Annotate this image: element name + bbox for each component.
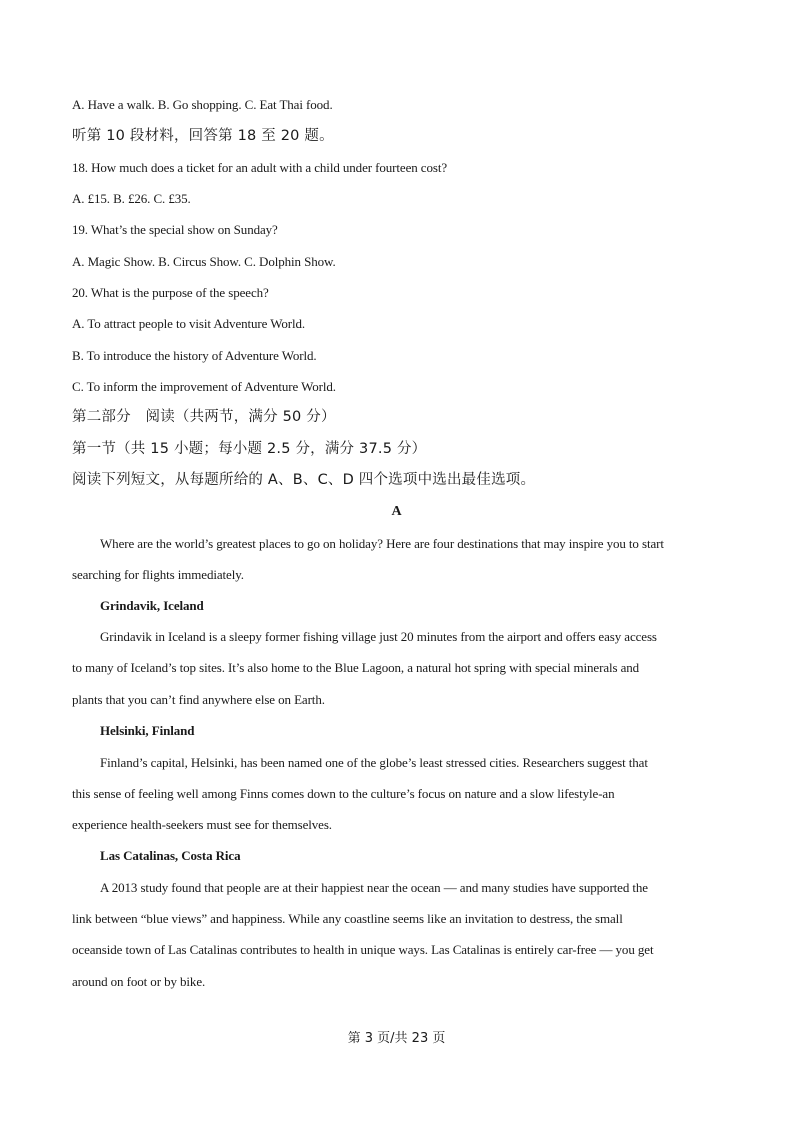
reading-section-title: 第一节（共 15 小题；每小题 2.5 分，满分 37.5 分） (72, 441, 427, 457)
place2-title: Helsinki, Finland (100, 723, 195, 738)
section10-instruction: 听第 10 段材料，回答第 18 至 20 题。 (72, 128, 334, 144)
place3-title: Las Catalinas, Costa Rica (100, 848, 241, 863)
intro-line-1: Where are the world’s greatest places to go on holiday? Here are four destinations that may inspire you to start (100, 536, 664, 551)
question-19: 19. What’s the special show on Sunday? (72, 222, 278, 237)
place3-line-3: oceanside town of Las Catalinas contributes to health in unique ways. Las Catalinas is entirely car-free — you get (72, 942, 654, 957)
reading-part-title: 第二部分 阅读（共两节，满分 50 分） (72, 409, 336, 425)
question-18-options: A. £15. B. £26. C. £35. (72, 191, 191, 206)
place3-line-4: around on foot or by bike. (72, 974, 206, 989)
place3-line-2: link between “blue views” and happiness. While any coastline seems like an invitation to destress, the small (72, 911, 623, 926)
place1-line-3: plants that you can’t find anywhere else on Earth. (72, 692, 325, 707)
page-number: 第 3 页/共 23 页 (347, 1031, 446, 1046)
question-18: 18. How much does a ticket for an adult with a child under fourteen cost? (72, 160, 448, 175)
question-20-option-b: B. To introduce the history of Adventure World. (72, 348, 317, 363)
passage-label: A (391, 504, 402, 519)
place1-title: Grindavik, Iceland (100, 598, 204, 613)
place2-line-2: this sense of feeling well among Finns comes down to the culture’s focus on nature and a slow lifestyle-an (72, 786, 615, 801)
intro-line-2: searching for flights immediately. (72, 567, 244, 582)
place1-line-1: Grindavik in Iceland is a sleepy former fishing village just 20 minutes from the airport and offers easy access (100, 629, 657, 644)
place2-line-3: experience health-seekers must see for themselves. (72, 817, 332, 832)
place1-line-2: to many of Iceland’s top sites. It’s also home to the Blue Lagoon, a natural hot spring with special minerals and (72, 660, 640, 675)
q17-options: A. Have a walk. B. Go shopping. C. Eat Thai food. (72, 97, 333, 112)
reading-instruction: 阅读下列短文，从每题所给的 A、B、C、D 四个选项中选出最佳选项。 (72, 472, 536, 488)
place2-line-1: Finland’s capital, Helsinki, has been named one of the globe’s least stressed cities. Researchers suggest that (100, 755, 648, 770)
question-19-options: A. Magic Show. B. Circus Show. C. Dolphin Show. (72, 254, 336, 269)
question-20-option-c: C. To inform the improvement of Adventure World. (72, 379, 336, 394)
place3-line-1: A 2013 study found that people are at their happiest near the ocean — and many studies have supported the (100, 880, 648, 895)
question-20-option-a: A. To attract people to visit Adventure World. (72, 316, 306, 331)
question-20: 20. What is the purpose of the speech? (72, 285, 269, 300)
